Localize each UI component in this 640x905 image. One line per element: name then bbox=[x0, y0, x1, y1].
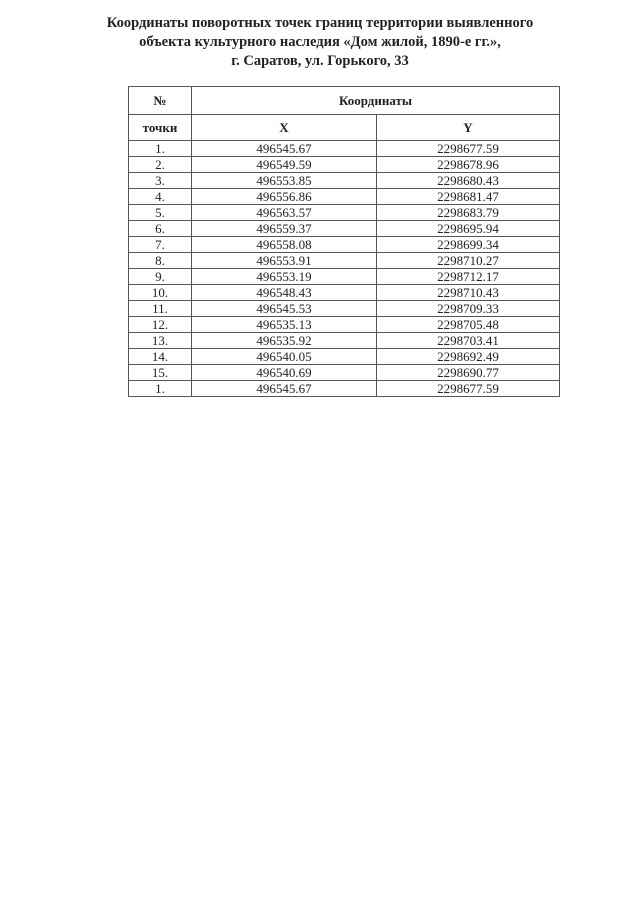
point-number-cell: 15. bbox=[129, 365, 192, 381]
table-row bbox=[129, 269, 560, 285]
point-number-cell: 8. bbox=[129, 253, 192, 269]
x-coordinate-cell: 496558.08 bbox=[192, 237, 377, 253]
y-coordinate-cell: 2298680.43 bbox=[377, 173, 560, 189]
x-coordinate-cell: 496553.85 bbox=[192, 173, 377, 189]
point-number-cell: 2. bbox=[129, 157, 192, 173]
header-point-number-sign: № bbox=[129, 87, 192, 115]
title-line-1: Координаты поворотных точек границ территории выявленного bbox=[106, 15, 534, 31]
point-number-cell: 14. bbox=[129, 349, 192, 365]
x-coordinate-cell: 496563.57 bbox=[192, 205, 377, 221]
x-coordinate-cell: 496535.13 bbox=[192, 317, 377, 333]
x-coordinate-cell: 496545.67 bbox=[192, 141, 377, 157]
x-coordinate-cell: 496535.92 bbox=[192, 333, 377, 349]
y-coordinate-cell: 2298699.34 bbox=[377, 237, 560, 253]
y-coordinate-cell: 2298681.47 bbox=[377, 189, 560, 205]
point-number-cell: 13. bbox=[129, 333, 192, 349]
y-coordinate-cell: 2298705.48 bbox=[377, 317, 560, 333]
x-coordinate-cell: 496556.86 bbox=[192, 189, 377, 205]
table-row bbox=[129, 317, 560, 333]
y-coordinate-cell: 2298677.59 bbox=[377, 141, 560, 157]
x-coordinate-cell: 496545.53 bbox=[192, 301, 377, 317]
table-row bbox=[129, 157, 560, 173]
point-number-cell: 5. bbox=[129, 205, 192, 221]
point-number-cell: 9. bbox=[129, 269, 192, 285]
table-row bbox=[129, 333, 560, 349]
y-coordinate-cell: 2298678.96 bbox=[377, 157, 560, 173]
y-coordinate-cell: 2298692.49 bbox=[377, 349, 560, 365]
y-coordinate-cell: 2298690.77 bbox=[377, 365, 560, 381]
y-coordinate-cell: 2298683.79 bbox=[377, 205, 560, 221]
document-title bbox=[60, 14, 580, 71]
table-row bbox=[129, 365, 560, 381]
point-number-cell: 1. bbox=[129, 381, 192, 397]
table-body bbox=[129, 141, 560, 397]
x-coordinate-cell: 496559.37 bbox=[192, 221, 377, 237]
y-coordinate-cell: 2298695.94 bbox=[377, 221, 560, 237]
x-coordinate-cell: 496548.43 bbox=[192, 285, 377, 301]
table-row bbox=[129, 205, 560, 221]
y-coordinate-cell: 2298710.27 bbox=[377, 253, 560, 269]
point-number-cell: 12. bbox=[129, 317, 192, 333]
point-number-cell: 1. bbox=[129, 141, 192, 157]
table-row bbox=[129, 141, 560, 157]
point-number-cell: 3. bbox=[129, 173, 192, 189]
y-coordinate-cell: 2298712.17 bbox=[377, 269, 560, 285]
table-row bbox=[129, 285, 560, 301]
x-coordinate-cell: 496540.69 bbox=[192, 365, 377, 381]
table-row bbox=[129, 221, 560, 237]
x-coordinate-cell: 496553.19 bbox=[192, 269, 377, 285]
y-coordinate-cell: 2298709.33 bbox=[377, 301, 560, 317]
point-number-cell: 4. bbox=[129, 189, 192, 205]
header-point-label: точки bbox=[129, 115, 192, 141]
x-coordinate-cell: 496540.05 bbox=[192, 349, 377, 365]
y-coordinate-cell: 2298677.59 bbox=[377, 381, 560, 397]
table-row bbox=[129, 381, 560, 397]
y-coordinate-cell: 2298710.43 bbox=[377, 285, 560, 301]
point-number-cell: 10. bbox=[129, 285, 192, 301]
title-line-2: объекта культурного наследия «Дом жилой, 1890-е гг.», bbox=[139, 34, 501, 50]
table-row bbox=[129, 301, 560, 317]
coordinates-table bbox=[128, 86, 560, 397]
table-row bbox=[129, 173, 560, 189]
header-coordinates: Координаты bbox=[192, 87, 560, 115]
point-number-cell: 6. bbox=[129, 221, 192, 237]
x-coordinate-cell: 496545.67 bbox=[192, 381, 377, 397]
x-coordinate-cell: 496553.91 bbox=[192, 253, 377, 269]
x-coordinate-cell: 496549.59 bbox=[192, 157, 377, 173]
header-y: Y bbox=[377, 115, 560, 141]
table-row bbox=[129, 349, 560, 365]
point-number-cell: 11. bbox=[129, 301, 192, 317]
table-row bbox=[129, 253, 560, 269]
title-line-3: г. Саратов, ул. Горького, 33 bbox=[231, 53, 409, 69]
table-row bbox=[129, 189, 560, 205]
table-row bbox=[129, 237, 560, 253]
y-coordinate-cell: 2298703.41 bbox=[377, 333, 560, 349]
header-x: X bbox=[192, 115, 377, 141]
point-number-cell: 7. bbox=[129, 237, 192, 253]
